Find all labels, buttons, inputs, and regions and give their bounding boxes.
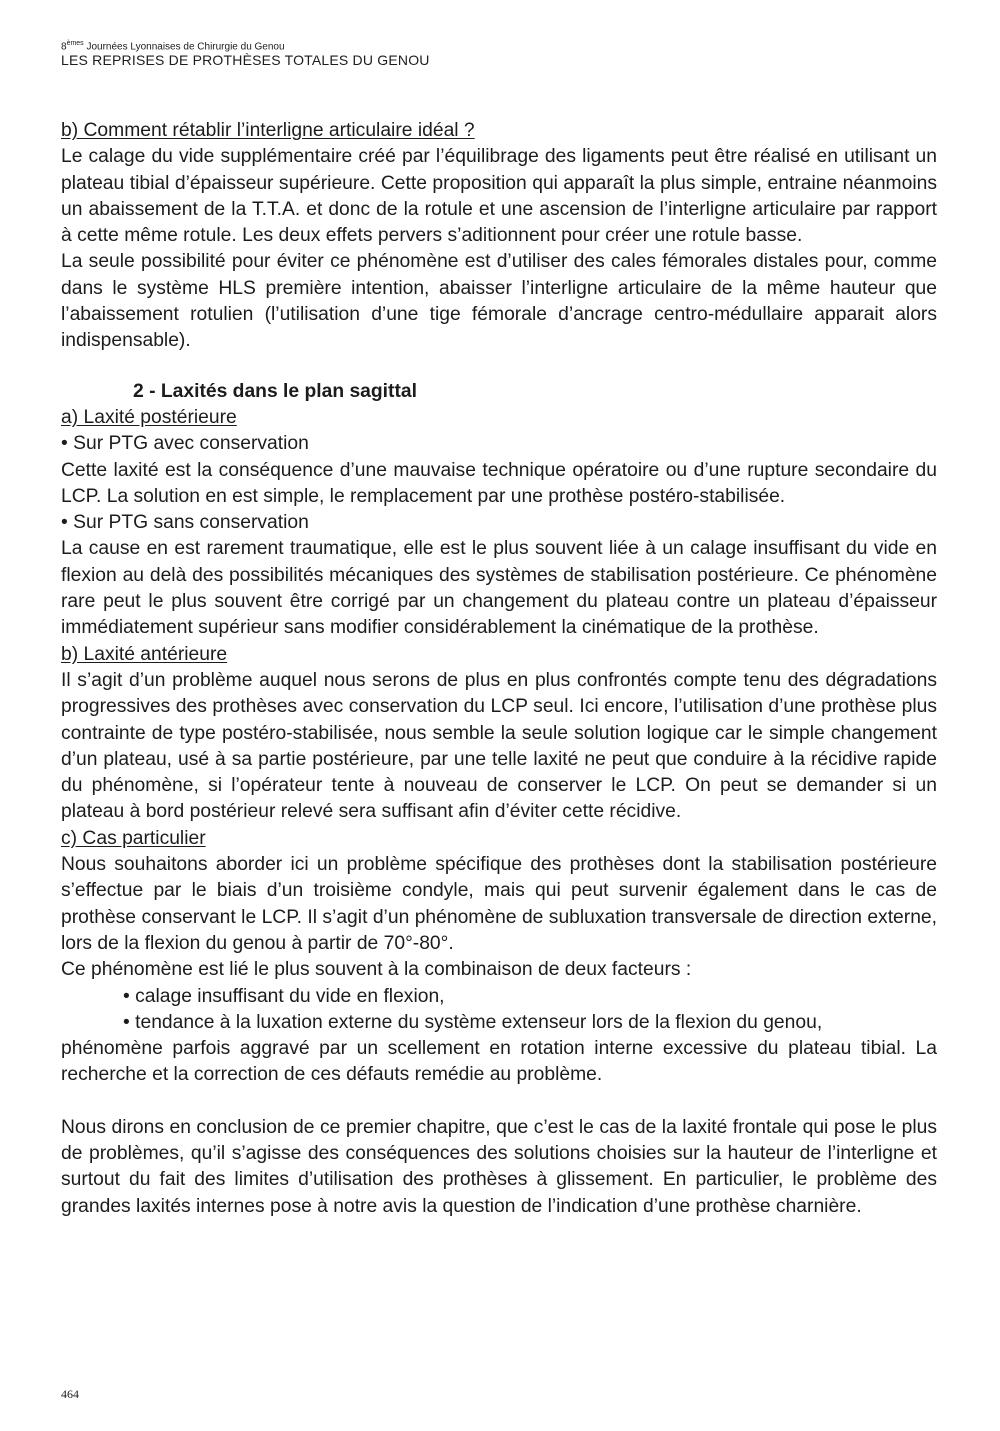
series-title: 8èmes Journées Lyonnaises de Chirurgie du Genou xyxy=(61,40,285,53)
paragraph: La seule possibilité pour éviter ce phénomène est d’utiliser des cales fémorales distales pour, comme dans le système HLS première intention, abaisser l’interligne articulaire de la même hauteur que l’abaissement rotulien (l’utilisation d’une tige fémorale d’ancrage centro-médullaire apparait alors indispensable). xyxy=(61,251,937,352)
bullet-item: • Sur PTG sans conservation xyxy=(61,512,309,534)
subsection-title-cas-particulier: c) Cas particulier xyxy=(61,827,206,849)
subsection-title-anterieure: b) Laxité antérieure xyxy=(61,643,228,665)
subsection-title-posterieure: a) Laxité postérieure xyxy=(61,406,237,428)
bullet-item: • Sur PTG avec conservation xyxy=(61,433,309,455)
paragraph: Cette laxité est la conséquence d’une mauvaise technique opératoire ou d’une rupture secondaire du LCP. La solution en est simple, le remplacement par une prothèse postéro-stabilisée. xyxy=(61,459,937,507)
conclusion-paragraph: Nous dirons en conclusion de ce premier chapitre, que c’est le cas de la laxité frontale qui pose le plus de problèmes, qu’il s’agisse des conséquences des solutions choisies sur la hauteur de l’interligne et surtout du fait des limites d’utilisation des prothèses à glissement. En particulier, le problème des grandes laxités internes pose à notre avis la question de l’indication d’une prothèse charnière. xyxy=(61,1116,937,1217)
paragraph: Il s’agit d’un problème auquel nous serons de plus en plus confrontés compte tenu des dégradations progressives des prothèses avec conservation du LCP seul. Ici encore, l’utilisation d’une prothèse plus contrainte de type postéro-stabilisée, nous semble la seule solution logique car le simple changement d’un plateau, usé à sa partie postérieure, par une telle laxité ne peut que conduire à la récidive rapide du phénomène, si l’opérateur tente à nouveau de conserver le LCP. On peut se demander si un plateau à bord postérieur relevé sera suffisant afin d’éviter cette récidive. xyxy=(61,669,937,823)
bullet-item: • calage insuffisant du vide en flexion, xyxy=(123,985,445,1007)
running-header xyxy=(61,40,430,69)
bullet-item: • tendance à la luxation externe du système extenseur lors de la flexion du genou, xyxy=(123,1011,823,1033)
paragraph: Le calage du vide supplémentaire créé par l’équilibrage des ligaments peut être réalisé en utilisant un plateau tibial d’épaisseur supérieure. Cette proposition qui apparaît la plus simple, entraine néanmoins un abaissement de la T.T.A. et donc de la rotule et une ascension de l’interligne articulaire par rapport à cette même rotule. Les deux effets pervers s’aditionnent pour créer une rotule basse. xyxy=(61,146,937,247)
paragraph: phénomène parfois aggravé par un scellement en rotation interne excessive du plateau tibial. La recherche et la correction de ces défauts remédie au problème. xyxy=(61,1038,937,1086)
section-heading-sagittal: 2 - Laxités dans le plan sagittal xyxy=(133,380,417,402)
book-title: LES REPRISES DE PROTHÈSES TOTALES DU GENOU xyxy=(61,52,430,69)
paragraph: Nous souhaitons aborder ici un problème spécifique des prothèses dont la stabilisation postérieure s’effectue par le biais d’un troisième condyle, mais qui peut survenir également dans le cas de prothèse conservant le LCP. Il s’agit d’un phénomène de subluxation transversale de direction externe, lors de la flexion du genou à partir de 70°-80°. xyxy=(61,854,937,954)
page-number: 464 xyxy=(61,1387,79,1401)
subsection-title-interligne: b) Comment rétablir l’interligne articulaire idéal ? xyxy=(61,120,475,141)
paragraph: La cause en est rarement traumatique, elle est le plus souvent liée à un calage insuffisant du vide en flexion au delà des possibilités mécaniques des systèmes de stabilisation postérieure. Ce phénomène rare peut le plus souvent être corrigé par un changement du plateau contre un plateau d’épaisseur immédiatement supérieur sans modifier considérablement la cinématique de la prothèse. xyxy=(61,538,937,639)
paragraph: Ce phénomène est lié le plus souvent à la combinaison de deux facteurs : xyxy=(61,959,692,981)
page-body xyxy=(61,118,937,1220)
